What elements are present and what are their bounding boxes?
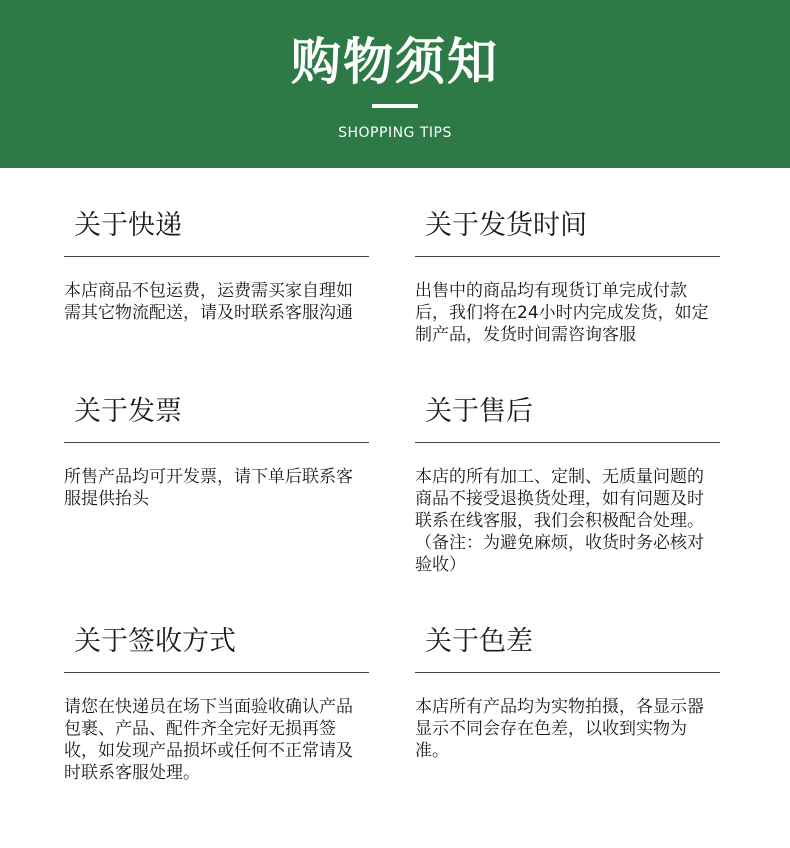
section-title: 关于发货时间	[425, 210, 587, 241]
section-title: 关于售后	[425, 396, 533, 427]
section-divider	[64, 442, 369, 443]
section-title: 关于色差	[425, 626, 533, 657]
section-divider	[64, 256, 369, 257]
section-body: 出售中的商品均有现货订单完成付款后，我们将在24小时内完成发货，如定制产品，发货时间需咨询客服	[415, 281, 709, 345]
section-body: 本店所有产品均为实物拍摄，各显示器显示不同会存在色差，以收到实物为准。	[415, 697, 704, 761]
section-body: 请您在快递员在场下当面验收确认产品包裹、产品、配件齐全完好无损再签收，如发现产品损坏或任何不正常请及时联系客服处理。	[64, 697, 353, 783]
section-divider	[415, 442, 720, 443]
section-divider	[64, 672, 369, 673]
section-title: 关于发票	[74, 396, 182, 427]
section-body: 本店商品不包运费，运费需买家自理如需其它物流配送，请及时联系客服沟通	[64, 281, 353, 323]
page-subtitle: SHOPPING TIPS	[338, 125, 452, 141]
page-title: 购物须知	[291, 33, 499, 91]
section-body: 本店的所有加工、定制、无质量问题的商品不接受退换货处理，如有问题及时联系在线客服，我们会积极配合处理。（备注：为避免麻烦，收货时务必核对验收）	[415, 467, 704, 575]
title-underline	[372, 104, 418, 108]
section-title: 关于快递	[74, 210, 182, 241]
header-banner	[0, 0, 790, 168]
section-body: 所售产品均可开发票，请下单后联系客服提供抬头	[64, 467, 353, 509]
section-divider	[415, 256, 720, 257]
section-title: 关于签收方式	[74, 626, 236, 657]
section-divider	[415, 672, 720, 673]
